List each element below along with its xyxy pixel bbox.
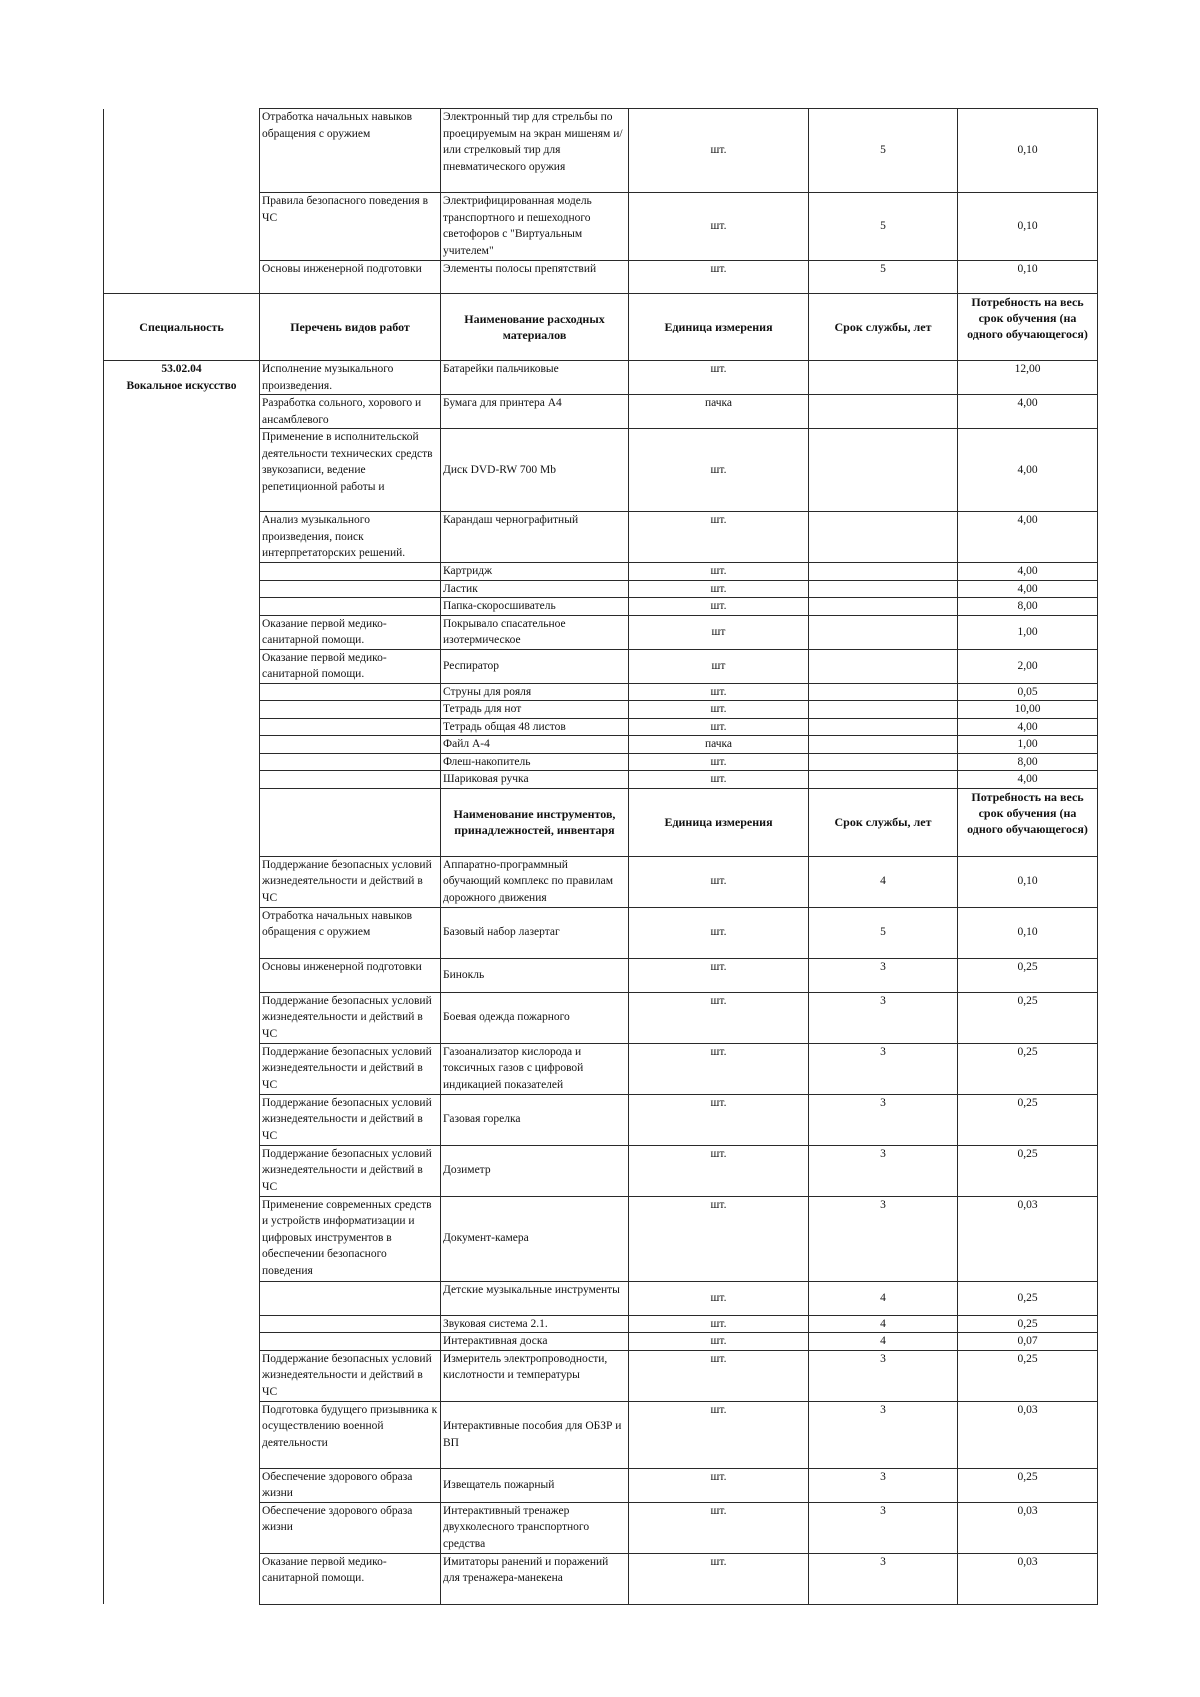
specialty-cell <box>104 958 260 992</box>
need-cell: 0,25 <box>958 1145 1098 1196</box>
life-cell: 4 <box>809 1281 958 1315</box>
work-cell: Поддержание безопасных условий жизнедеятельности и действий в ЧС <box>260 1094 441 1145</box>
unit-cell: шт <box>629 615 809 649</box>
life-cell <box>809 563 958 581</box>
work-cell: Поддержание безопасных условий жизнедеятельности и действий в ЧС <box>260 1145 441 1196</box>
item-cell: Папка-скоросшиватель <box>441 598 629 616</box>
work-cell: Отработка начальных навыков обращения с оружием <box>260 109 441 193</box>
tools-body <box>104 856 1098 1604</box>
work-cell: Применение в исполнительской деятельности технических средств звукозаписи, ведение репетиционной работы и <box>260 429 441 512</box>
specialty-cell <box>104 1094 260 1145</box>
need-cell: 0,03 <box>958 1196 1098 1281</box>
table-row <box>104 1145 1098 1196</box>
header-need: Потребность на весь срок обучения (на одного обучающегося) <box>958 294 1098 361</box>
item-cell: Тетрадь для нот <box>441 701 629 719</box>
unit-cell: шт. <box>629 1502 809 1553</box>
item-cell: Документ-камера <box>441 1196 629 1281</box>
item-cell: Диск DVD-RW 700 Mb <box>441 429 629 512</box>
need-cell: 0,25 <box>958 1315 1098 1333</box>
need-cell: 0,25 <box>958 1281 1098 1315</box>
item-cell: Интерактивный тренажер двухколесного транспортного средства <box>441 1502 629 1553</box>
need-cell: 0,07 <box>958 1333 1098 1351</box>
work-cell <box>260 598 441 616</box>
work-cell: Основы инженерной подготовки <box>260 958 441 992</box>
life-cell <box>809 701 958 719</box>
need-cell: 4,00 <box>958 512 1098 563</box>
life-cell: 3 <box>809 1502 958 1553</box>
specialty-cell <box>104 1281 260 1315</box>
item-cell: Детские музыкальные инструменты <box>441 1281 629 1315</box>
unit-cell: шт. <box>629 958 809 992</box>
item-cell: Электрифицированная модель транспортного и пешеходного светофоров с "Виртуальным учителем" <box>441 193 629 261</box>
unit-cell: пачка <box>629 395 809 429</box>
table-row <box>104 718 1098 736</box>
table-row <box>104 261 1098 294</box>
table-header-tools <box>104 788 1098 856</box>
need-cell: 0,10 <box>958 109 1098 193</box>
work-cell: Поддержание безопасных условий жизнедеятельности и действий в ЧС <box>260 1350 441 1401</box>
work-cell: Обеспечение здорового образа жизни <box>260 1502 441 1553</box>
unit-cell: шт. <box>629 771 809 789</box>
specialty-cell <box>104 788 260 856</box>
work-cell <box>260 771 441 789</box>
specialty-cell <box>104 193 260 261</box>
work-cell <box>260 1315 441 1333</box>
unit-cell: шт. <box>629 563 809 581</box>
table-row <box>104 361 1098 395</box>
need-cell: 8,00 <box>958 753 1098 771</box>
life-cell: 3 <box>809 1401 958 1468</box>
item-cell: Респиратор <box>441 649 629 683</box>
work-cell <box>260 683 441 701</box>
specialty-cell <box>104 429 260 512</box>
specialty-cell <box>104 701 260 719</box>
specialty-cell <box>104 563 260 581</box>
specialty-cell <box>104 615 260 649</box>
life-cell <box>809 429 958 512</box>
life-cell <box>809 683 958 701</box>
specialty-cell <box>104 1350 260 1401</box>
item-cell: Газоанализатор кислорода и токсичных газов с цифровой индикацией показателей <box>441 1043 629 1094</box>
specialty-cell <box>104 1196 260 1281</box>
unit-cell: шт. <box>629 753 809 771</box>
unit-cell: шт. <box>629 856 809 907</box>
life-cell: 3 <box>809 1094 958 1145</box>
table-row <box>104 907 1098 958</box>
table-row <box>104 701 1098 719</box>
header-tool-name: Наименование инструментов, принадлежностей, инвентаря <box>441 788 629 856</box>
table-row <box>104 1468 1098 1502</box>
item-cell: Флеш-накопитель <box>441 753 629 771</box>
item-cell: Ластик <box>441 580 629 598</box>
item-cell: Файл А-4 <box>441 736 629 754</box>
life-cell: 5 <box>809 109 958 193</box>
work-cell: Основы инженерной подготовки <box>260 261 441 294</box>
specialty-cell <box>104 1043 260 1094</box>
life-cell: 3 <box>809 1043 958 1094</box>
life-cell <box>809 615 958 649</box>
specialty-name: Вокальное искусство <box>126 379 237 392</box>
life-cell <box>809 736 958 754</box>
table-row <box>104 1553 1098 1604</box>
life-cell: 3 <box>809 1145 958 1196</box>
need-cell: 2,00 <box>958 649 1098 683</box>
need-cell: 12,00 <box>958 361 1098 395</box>
specialty-cell <box>104 907 260 958</box>
specialty-cell <box>104 1401 260 1468</box>
specialty-cell <box>104 649 260 683</box>
life-cell <box>809 771 958 789</box>
life-cell: 5 <box>809 193 958 261</box>
item-cell: Бинокль <box>441 958 629 992</box>
table-row <box>104 1401 1098 1468</box>
header-works: Перечень видов работ <box>260 294 441 361</box>
need-cell: 1,00 <box>958 736 1098 754</box>
table-row <box>104 1502 1098 1553</box>
work-cell: Анализ музыкального произведения, поиск интерпретаторских решений. <box>260 512 441 563</box>
work-cell: Отработка начальных навыков обращения с оружием <box>260 907 441 958</box>
unit-cell: шт. <box>629 1350 809 1401</box>
item-cell: Измеритель электропроводности, кислотности и температуры <box>441 1350 629 1401</box>
table-row <box>104 109 1098 193</box>
specialty-cell <box>104 598 260 616</box>
need-cell: 4,00 <box>958 429 1098 512</box>
table-row <box>104 580 1098 598</box>
need-cell: 4,00 <box>958 563 1098 581</box>
item-cell: Извещатель пожарный <box>441 1468 629 1502</box>
item-cell: Элементы полосы препятствий <box>441 261 629 294</box>
specialty-cell <box>104 580 260 598</box>
specialty-cell <box>104 992 260 1043</box>
table-row <box>104 958 1098 992</box>
life-cell: 5 <box>809 907 958 958</box>
unit-cell: шт. <box>629 718 809 736</box>
header-specialty: Специальность <box>104 294 260 361</box>
header-life: Срок службы, лет <box>809 294 958 361</box>
specialty-cell <box>104 683 260 701</box>
specialty-cell <box>104 736 260 754</box>
item-cell: Карандаш чернографитный <box>441 512 629 563</box>
header-unit: Единица измерения <box>629 788 809 856</box>
specialty-cell <box>104 718 260 736</box>
specialty-cell <box>104 1145 260 1196</box>
need-cell: 0,05 <box>958 683 1098 701</box>
unit-cell: шт. <box>629 1196 809 1281</box>
work-cell <box>260 563 441 581</box>
life-cell <box>809 395 958 429</box>
table-row <box>104 395 1098 429</box>
need-cell: 0,10 <box>958 856 1098 907</box>
need-cell: 4,00 <box>958 771 1098 789</box>
table-row <box>104 615 1098 649</box>
unit-cell: шт. <box>629 1333 809 1351</box>
life-cell <box>809 649 958 683</box>
unit-cell: шт. <box>629 907 809 958</box>
life-cell <box>809 512 958 563</box>
life-cell: 4 <box>809 1333 958 1351</box>
life-cell <box>809 718 958 736</box>
specialty-cell <box>104 771 260 789</box>
need-cell: 1,00 <box>958 615 1098 649</box>
table-row <box>104 1333 1098 1351</box>
unit-cell: шт. <box>629 193 809 261</box>
need-cell: 0,10 <box>958 261 1098 294</box>
specialty-cell <box>104 512 260 563</box>
table-row <box>104 1043 1098 1094</box>
work-cell: Оказание первой медико-санитарной помощи. <box>260 1553 441 1604</box>
work-cell <box>260 1281 441 1315</box>
table-row <box>104 563 1098 581</box>
life-cell: 3 <box>809 1468 958 1502</box>
table-row <box>104 736 1098 754</box>
life-cell: 5 <box>809 261 958 294</box>
item-cell: Имитаторы ранений и поражений для тренажера-манекена <box>441 1553 629 1604</box>
item-cell: Дозиметр <box>441 1145 629 1196</box>
specialty-cell <box>104 1468 260 1502</box>
life-cell: 3 <box>809 1350 958 1401</box>
work-cell: Подготовка будущего призывника к осуществлению военной деятельности <box>260 1401 441 1468</box>
unit-cell: шт. <box>629 361 809 395</box>
unit-cell: шт. <box>629 598 809 616</box>
need-cell: 0,03 <box>958 1401 1098 1468</box>
header-unit: Единица измерения <box>629 294 809 361</box>
table-row <box>104 193 1098 261</box>
item-cell: Покрывало спасательное изотермическое <box>441 615 629 649</box>
table-row <box>104 512 1098 563</box>
header-life: Срок службы, лет <box>809 788 958 856</box>
unit-cell: шт. <box>629 261 809 294</box>
work-cell <box>260 580 441 598</box>
table-row <box>104 1350 1098 1401</box>
unit-cell: шт. <box>629 1553 809 1604</box>
specialty-cell <box>104 361 260 395</box>
item-cell: Батарейки пальчиковые <box>441 361 629 395</box>
need-cell: 4,00 <box>958 580 1098 598</box>
item-cell: Интерактивные пособия для ОБЗР и ВП <box>441 1401 629 1468</box>
life-cell <box>809 598 958 616</box>
item-cell: Картридж <box>441 563 629 581</box>
unit-cell: шт. <box>629 1315 809 1333</box>
item-cell: Шариковая ручка <box>441 771 629 789</box>
work-cell <box>260 1333 441 1351</box>
need-cell: 0,25 <box>958 1350 1098 1401</box>
unit-cell: шт. <box>629 1043 809 1094</box>
table-header-materials <box>104 294 1098 361</box>
work-cell <box>260 701 441 719</box>
unit-cell: пачка <box>629 736 809 754</box>
need-cell: 0,03 <box>958 1553 1098 1604</box>
work-cell: Оказание первой медико-санитарной помощи. <box>260 615 441 649</box>
unit-cell: шт. <box>629 109 809 193</box>
need-cell: 0,03 <box>958 1502 1098 1553</box>
table-row <box>104 1094 1098 1145</box>
item-cell: Электронный тир для стрельбы по проецируемым на экран мишеням и/или стрелковый тир для пневматического оружия <box>441 109 629 193</box>
work-cell: Поддержание безопасных условий жизнедеятельности и действий в ЧС <box>260 1043 441 1094</box>
work-cell <box>260 718 441 736</box>
unit-cell: шт. <box>629 1401 809 1468</box>
work-cell: Поддержание безопасных условий жизнедеятельности и действий в ЧС <box>260 856 441 907</box>
specialty-cell <box>104 753 260 771</box>
item-cell: Бумага для принтера А4 <box>441 395 629 429</box>
specialty-cell <box>104 109 260 193</box>
specialty-cell <box>104 1502 260 1553</box>
table-row <box>104 1196 1098 1281</box>
unit-cell: шт. <box>629 992 809 1043</box>
table-row <box>104 753 1098 771</box>
life-cell: 3 <box>809 992 958 1043</box>
unit-cell: шт. <box>629 1145 809 1196</box>
specialty-code: 53.02.04 <box>161 363 202 375</box>
life-cell <box>809 580 958 598</box>
item-cell: Звуковая система 2.1. <box>441 1315 629 1333</box>
need-cell: 0,10 <box>958 193 1098 261</box>
need-cell: 4,00 <box>958 395 1098 429</box>
life-cell <box>809 753 958 771</box>
item-cell: Базовый набор лазертаг <box>441 907 629 958</box>
work-cell: Оказание первой медико-санитарной помощи. <box>260 649 441 683</box>
unit-cell: шт. <box>629 1281 809 1315</box>
header-material-name: Наименование расходных материалов <box>441 294 629 361</box>
work-cell: Применение современных средств и устройств информатизации и цифровых инструментов в обеспечении безопасного поведения <box>260 1196 441 1281</box>
work-cell: Разработка сольного, хорового и ансамблевого <box>260 395 441 429</box>
table-row <box>104 992 1098 1043</box>
header-need: Потребность на весь срок обучения (на одного обучающегося) <box>958 788 1098 856</box>
table-row <box>104 1315 1098 1333</box>
need-cell: 0,25 <box>958 958 1098 992</box>
materials-body <box>104 361 1098 789</box>
work-cell: Обеспечение здорового образа жизни <box>260 1468 441 1502</box>
life-cell: 3 <box>809 958 958 992</box>
item-cell: Тетрадь общая 48 листов <box>441 718 629 736</box>
item-cell: Струны для рояля <box>441 683 629 701</box>
specialty-cell <box>104 856 260 907</box>
table-row <box>104 771 1098 789</box>
header-works-empty <box>260 788 441 856</box>
table-row <box>104 1281 1098 1315</box>
work-cell: Правила безопасного поведения в ЧС <box>260 193 441 261</box>
need-cell: 0,25 <box>958 1043 1098 1094</box>
life-cell <box>809 361 958 395</box>
unit-cell: шт. <box>629 701 809 719</box>
unit-cell: шт. <box>629 580 809 598</box>
need-cell: 0,25 <box>958 1094 1098 1145</box>
need-cell: 4,00 <box>958 718 1098 736</box>
specialty-cell <box>104 1315 260 1333</box>
table-row <box>104 856 1098 907</box>
need-cell: 0,10 <box>958 907 1098 958</box>
work-cell: Исполнение музыкального произведения. <box>260 361 441 395</box>
specialty-cell <box>104 261 260 294</box>
table-row <box>104 683 1098 701</box>
work-cell: Поддержание безопасных условий жизнедеятельности и действий в ЧС <box>260 992 441 1043</box>
life-cell: 4 <box>809 1315 958 1333</box>
need-cell: 10,00 <box>958 701 1098 719</box>
table-row <box>104 429 1098 512</box>
unit-cell: шт. <box>629 683 809 701</box>
unit-cell: шт. <box>629 429 809 512</box>
item-cell: Газовая горелка <box>441 1094 629 1145</box>
work-cell <box>260 736 441 754</box>
life-cell: 4 <box>809 856 958 907</box>
unit-cell: шт. <box>629 1468 809 1502</box>
table-row <box>104 598 1098 616</box>
item-cell: Интерактивная доска <box>441 1333 629 1351</box>
unit-cell: шт <box>629 649 809 683</box>
item-cell: Боевая одежда пожарного <box>441 992 629 1043</box>
unit-cell: шт. <box>629 1094 809 1145</box>
specialty-cell <box>104 1553 260 1604</box>
table-row <box>104 649 1098 683</box>
requirements-table <box>103 108 1098 1605</box>
need-cell: 0,25 <box>958 992 1098 1043</box>
work-cell <box>260 753 441 771</box>
specialty-cell <box>104 395 260 429</box>
unit-cell: шт. <box>629 512 809 563</box>
need-cell: 8,00 <box>958 598 1098 616</box>
need-cell: 0,25 <box>958 1468 1098 1502</box>
life-cell: 3 <box>809 1196 958 1281</box>
specialty-cell <box>104 1333 260 1351</box>
life-cell: 3 <box>809 1553 958 1604</box>
item-cell: Аппаратно-программный обучающий комплекс по правилам дорожного движения <box>441 856 629 907</box>
